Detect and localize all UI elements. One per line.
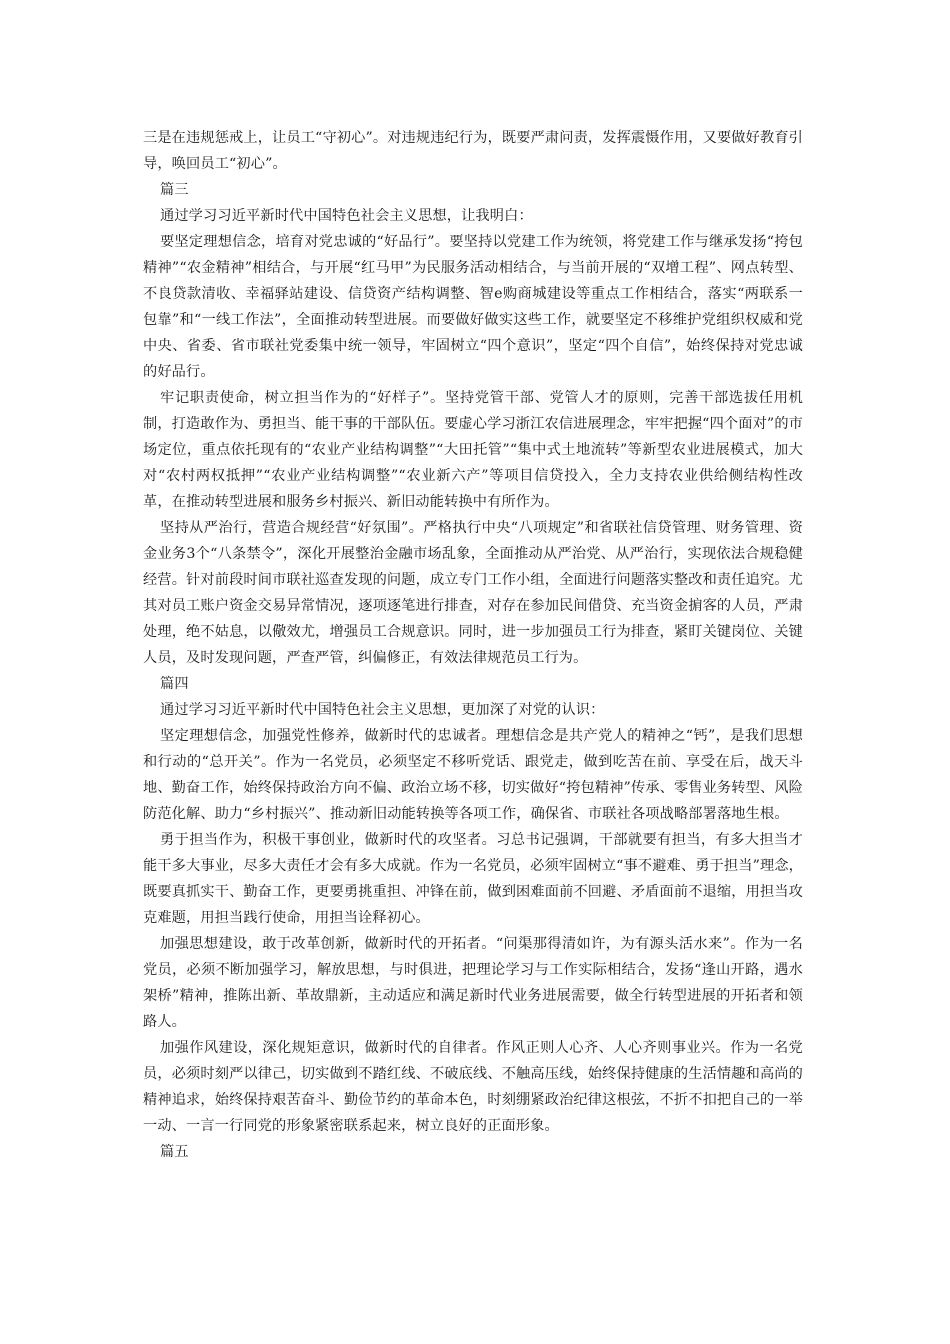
paragraph-6: 通过学习习近平新时代中国特色社会主义思想，更加深了对党的认识： — [160, 702, 605, 718]
paragraph-2: 通过学习习近平新时代中国特色社会主义思想，让我明白： — [160, 208, 533, 224]
paragraph-7: 坚定理想信念，加强党性修养，做新时代的忠诚者。理想信念是共产党人的精神之“钙”，是我们思想和行动的“总开关”。作为一名党员，必须坚定不移听党话、跟党走，做到吃苦在前、享受在后，战天斗地、勤奋工作，始终保持政治方向不偏、政治立场不移，切实做好“挎包精神”传承、零售业务转型、风险防范化解、助力“乡村振兴”、推动新旧动能转换等各项工作，确保省、市联社各项战略部署落地生根。 — [143, 728, 803, 822]
section-heading-4: 篇四 — [160, 676, 189, 692]
section-heading-3: 篇三 — [160, 182, 189, 198]
section-heading-5: 篇五 — [160, 1144, 189, 1160]
paragraph-1: 三是在违规惩戒上，让员工“守初心”。对违规违纪行为，既要严肃问责，发挥震慑作用，又要做好教育引导，唤回员工“初心”。 — [143, 130, 803, 172]
document-body — [143, 125, 803, 1165]
paragraph-9: 加强思想建设，敢于改革创新，做新时代的开拓者。“问渠那得清如许，为有源头活水来”。作为一名党员，必须不断加强学习，解放思想，与时俱进，把理论学习与工作实际相结合，发扬“逢山开路，遇水架桥”精神，推陈出新、革故鼎新，主动适应和满足新时代业务进展需要，做全行转型进展的开拓者和领路人。 — [143, 936, 803, 1030]
paragraph-8: 勇于担当作为，积极干事创业，做新时代的攻坚者。习总书记强调，干部就要有担当，有多大担当才能干多大事业，尽多大责任才会有多大成就。作为一名党员，必须牢固树立“事不避难、勇于担当”理念，既要真抓实干、勤奋工作，更要勇挑重担、冲锋在前，做到困难面前不回避、矛盾面前不退缩，用担当攻克难题，用担当践行使命，用担当诠释初心。 — [143, 832, 803, 926]
paragraph-10: 加强作风建设，深化规矩意识，做新时代的自律者。作风正则人心齐、人心齐则事业兴。作为一名党员，必须时刻严以律己，切实做到不踏红线、不破底线、不触高压线，始终保持健康的生活情趣和高尚的精神追求，始终保持艰苦奋斗、勤俭节约的革命本色，时刻绷紧政治纪律这根弦，不折不扣把自己的一举一动、一言一行同党的形象紧密联系起来，树立良好的正面形象。 — [143, 1040, 803, 1134]
paragraph-3: 要坚定理想信念，培育对党忠诚的“好品行”。要坚持以党建工作为统领，将党建工作与继承发扬“挎包精神”“农金精神”相结合，与开展“红马甲”为民服务活动相结合，与当前开展的“双增工程”、网点转型、不良贷款清收、幸福驿站建设、信贷资产结构调整、智e购商城建设等重点工作相结合，落实“两联系一包靠”和“一线工作法”，全面推动转型进展。而要做好做实这些工作，就要坚定不移维护党组织权威和党中央、省委、省市联社党委集中统一领导，牢固树立“四个意识”，坚定“四个自信”，始终保持对党忠诚的好品行。 — [143, 234, 803, 380]
paragraph-5: 坚持从严治行，营造合规经营“好氛围”。严格执行中央“八项规定”和省联社信贷管理、财务管理、资金业务3个“八条禁令”，深化开展整治金融市场乱象，全面推动从严治党、从严治行，实现依法合规稳健经营。针对前段时间市联社巡查发现的问题，成立专门工作小组，全面进行问题落实整改和责任追究。尤其对员工账户资金交易异常情况，逐项逐笔进行排查，对存在参加民间借贷、充当资金掮客的人员，严肃处理，绝不姑息，以儆效尤，增强员工合规意识。同时，进一步加强员工行为排查，紧盯关键岗位、关键人员，及时发现问题，严查严管，纠偏修正，有效法律规范员工行为。 — [143, 520, 803, 666]
paragraph-4: 牢记职责使命，树立担当作为的“好样子”。坚持党管干部、党管人才的原则，完善干部选拔任用机制，打造敢作为、勇担当、能干事的干部队伍。要虚心学习浙江农信进展理念，牢牢把握“四个面对”的市场定位，重点依托现有的“农业产业结构调整”“大田托管”“集中式土地流转”等新型农业进展模式，加大对“农村两权抵押”“农业产业结构调整”“农业新六产”等项目信贷投入，全力支持农业供给侧结构性改革，在推动转型进展和服务乡村振兴、新旧动能转换中有所作为。 — [143, 390, 803, 510]
